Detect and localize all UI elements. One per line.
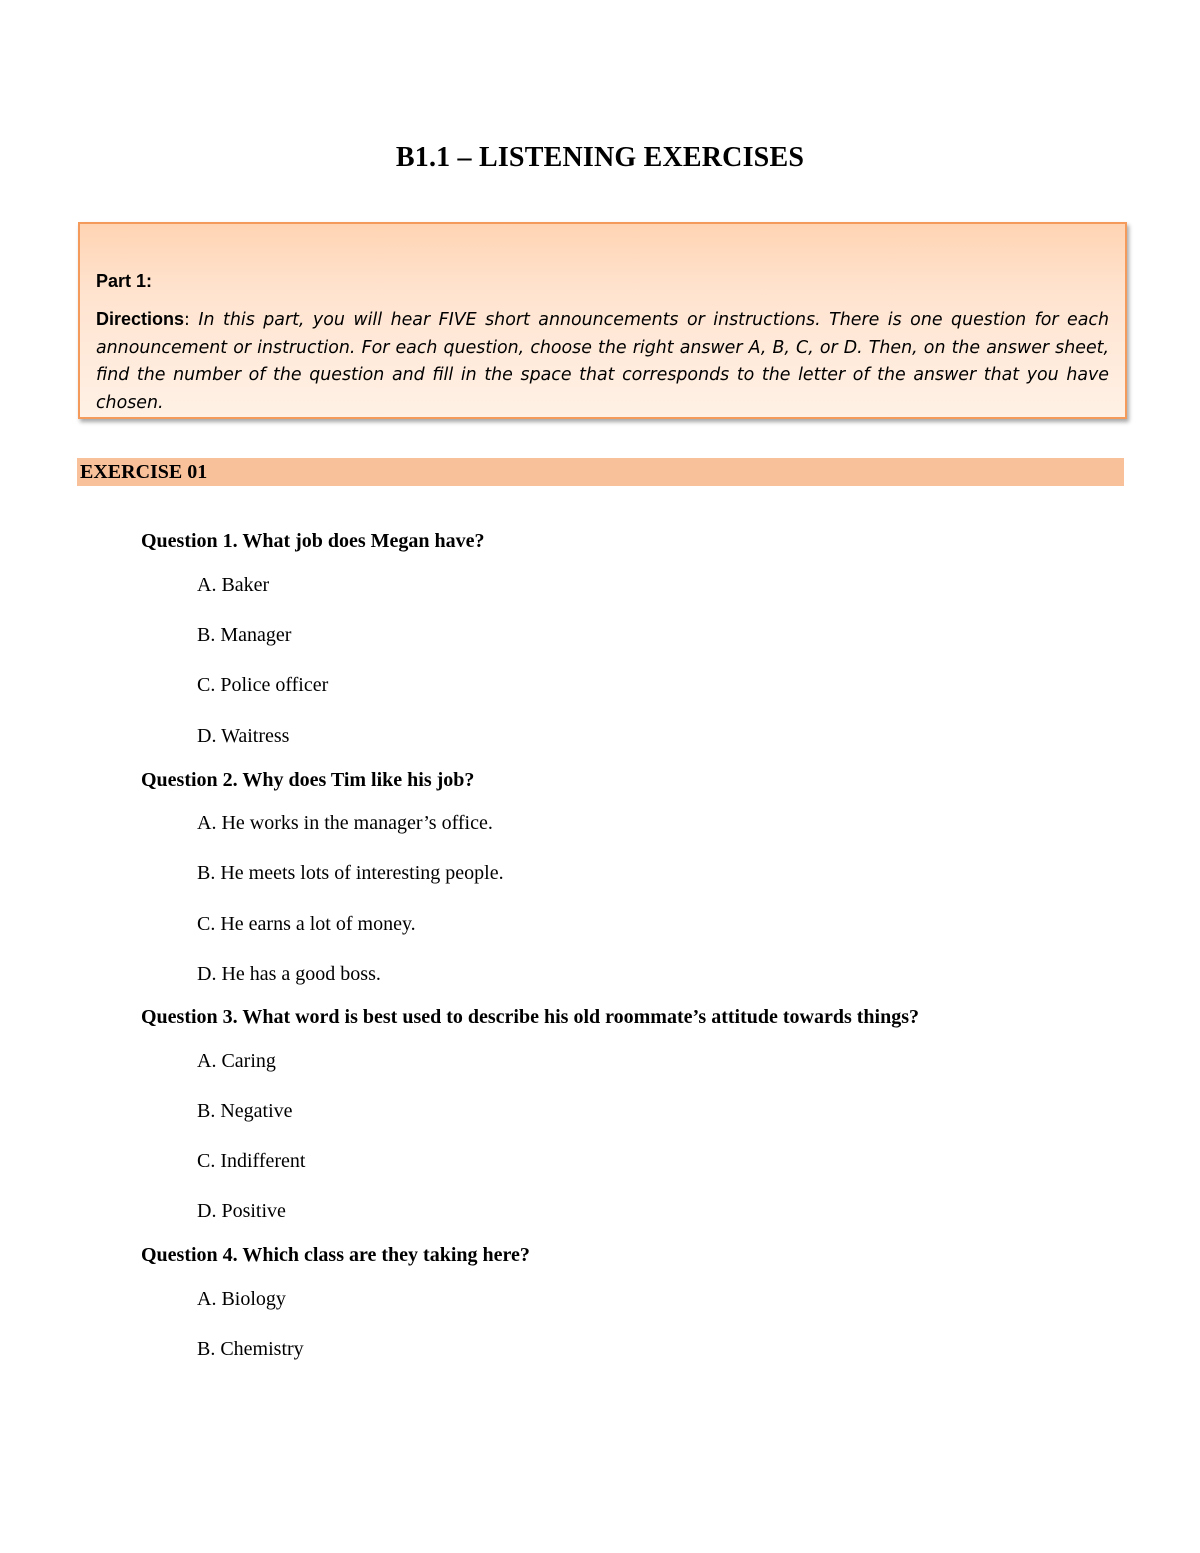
question-1-option-c: C. Police officer	[197, 674, 329, 696]
part-label: Part 1:	[96, 271, 153, 291]
question-3-option-d: D. Positive	[197, 1200, 286, 1222]
question-3-option-c: C. Indifferent	[197, 1150, 306, 1172]
directions-text: In this part, you will hear FIVE short announcements or instructions. There is one question for each announcement or instruction. For each question, choose the right answer A, B, C, or D. Then, on the answer sheet, find the number of the question and fill in the space that corresponds to the letter of the answer that you have chosen.	[96, 310, 1109, 413]
question-4: Question 4. Which class are they taking here?	[141, 1244, 530, 1266]
directions-colon: :	[184, 310, 190, 330]
question-1: Question 1. What job does Megan have?	[141, 530, 485, 552]
question-3-option-a: A. Caring	[197, 1050, 276, 1072]
question-1-option-d: D. Waitress	[197, 725, 290, 747]
directions-box	[78, 222, 1127, 419]
exercise-heading: EXERCISE 01	[77, 458, 1124, 486]
question-3: Question 3. What word is best used to describe his old roommate’s attitude towards things?	[141, 1006, 919, 1028]
question-2-option-c: C. He earns a lot of money.	[197, 913, 416, 935]
question-4-option-b: B. Chemistry	[197, 1338, 304, 1360]
question-4-option-a: A. Biology	[197, 1288, 286, 1310]
directions-paragraph	[96, 306, 1109, 417]
question-1-option-b: B. Manager	[197, 624, 292, 646]
question-2-option-b: B. He meets lots of interesting people.	[197, 862, 504, 884]
directions-label: Directions	[96, 309, 185, 329]
question-3-option-b: B. Negative	[197, 1100, 293, 1122]
question-2: Question 2. Why does Tim like his job?	[141, 769, 475, 791]
question-2-option-d: D. He has a good boss.	[197, 963, 381, 985]
question-1-option-a: A. Baker	[197, 574, 270, 596]
page-title: B1.1 – LISTENING EXERCISES	[395, 142, 805, 173]
question-2-option-a: A. He works in the manager’s office.	[197, 812, 493, 834]
